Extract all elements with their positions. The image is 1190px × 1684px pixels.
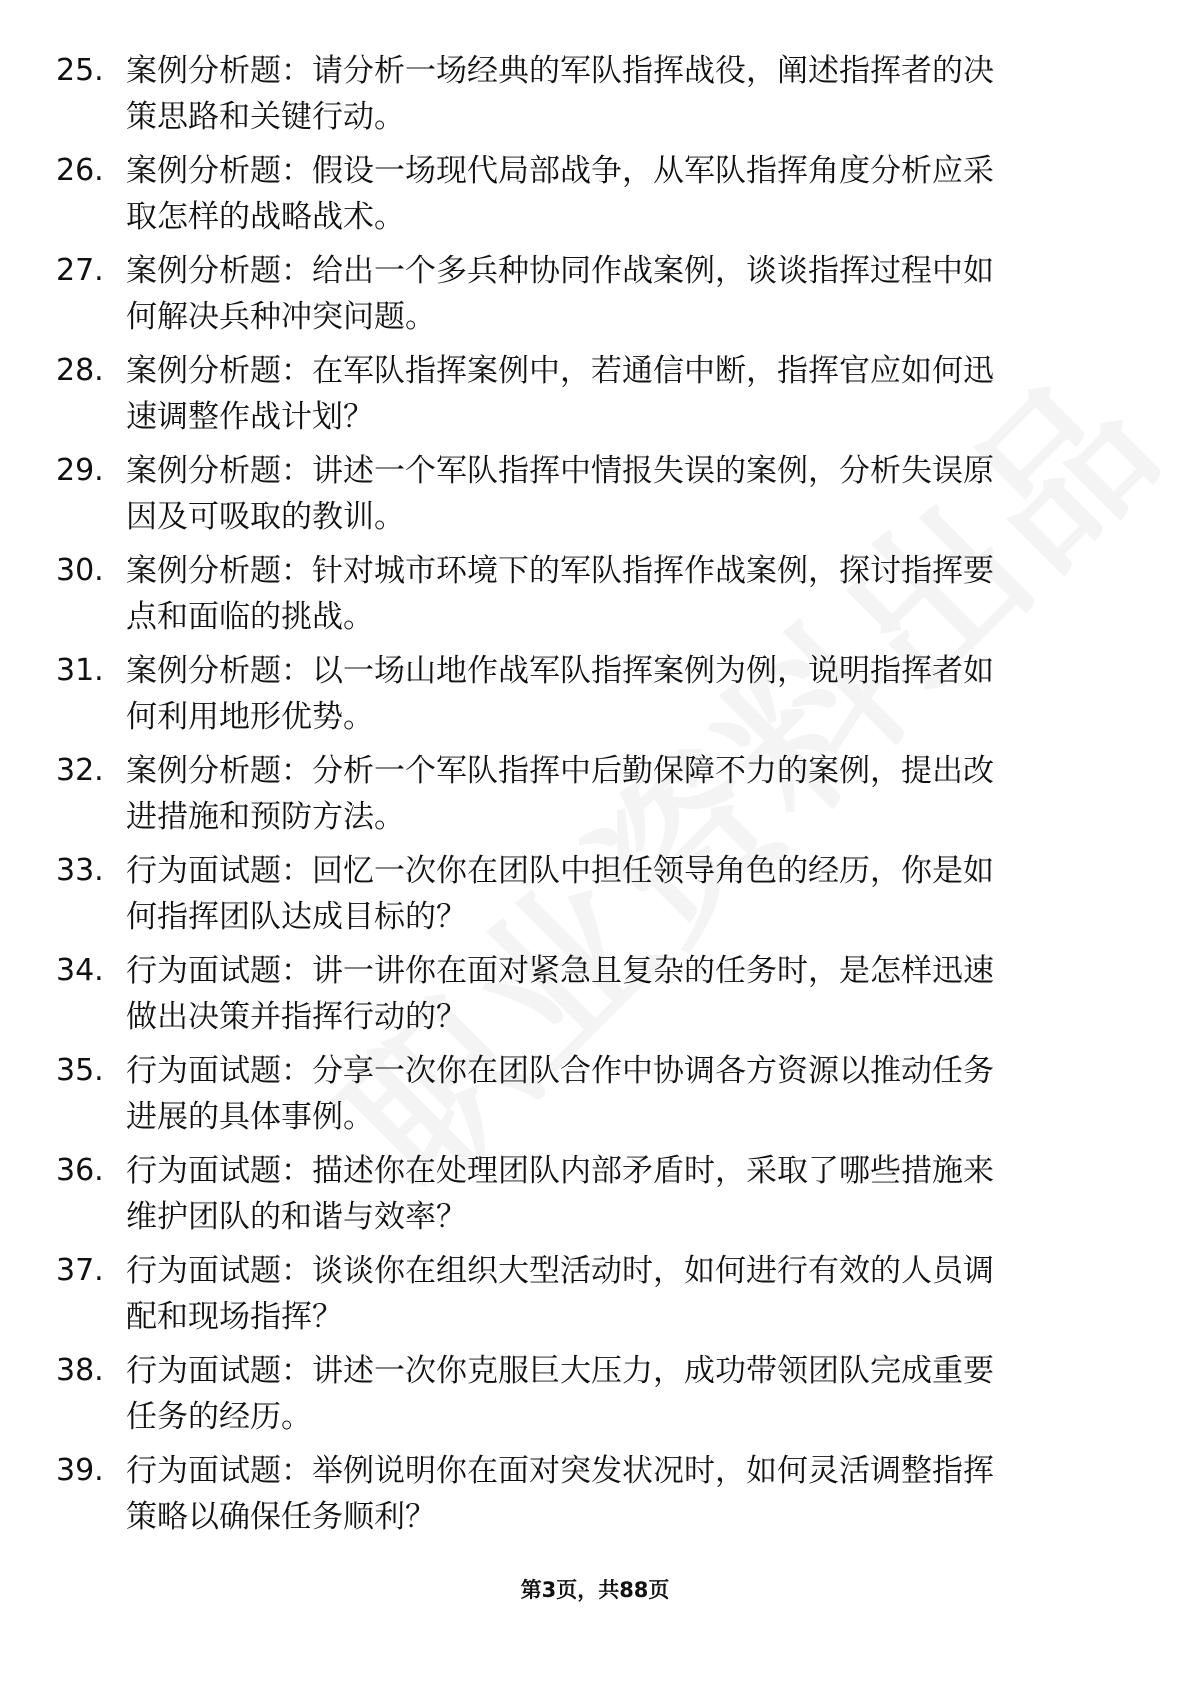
list-item	[0, 648, 1190, 748]
item-number: 36.	[56, 1153, 104, 1188]
item-text-line: 案例分析题：假设一场现代局部战争，从军队指挥角度分析应采	[126, 153, 994, 189]
item-number: 29.	[56, 453, 104, 488]
item-number: 26.	[56, 153, 104, 188]
list-item	[0, 1248, 1190, 1348]
item-text-line: 取怎样的战略战术。	[126, 199, 405, 235]
item-number: 30.	[56, 553, 104, 588]
list-item	[0, 848, 1190, 948]
item-text-line: 何解决兵种冲突问题。	[126, 299, 436, 335]
list-item	[0, 948, 1190, 1048]
item-text	[126, 448, 1126, 540]
item-text	[126, 548, 1126, 640]
item-text-line: 行为面试题：讲述一次你克服巨大压力，成功带领团队完成重要	[126, 1353, 994, 1389]
item-text-line: 案例分析题：在军队指挥案例中，若通信中断，指挥官应如何迅	[126, 353, 994, 389]
item-text	[126, 848, 1126, 940]
item-text-line: 何利用地形优势。	[126, 699, 374, 735]
item-text-line: 维护团队的和谐与效率？	[126, 1199, 467, 1235]
item-text-line: 行为面试题：举例说明你在面对突发状况时，如何灵活调整指挥	[126, 1453, 994, 1489]
item-number: 37.	[56, 1253, 104, 1288]
item-text-line: 行为面试题：描述你在处理团队内部矛盾时，采取了哪些措施来	[126, 1153, 994, 1189]
item-text	[126, 48, 1126, 140]
item-text-line: 行为面试题：讲一讲你在面对紧急且复杂的任务时，是怎样迅速	[126, 953, 994, 989]
item-text-line: 案例分析题：给出一个多兵种协同作战案例，谈谈指挥过程中如	[126, 253, 994, 289]
item-text-line: 进措施和预防方法。	[126, 799, 405, 835]
item-number: 32.	[56, 753, 104, 788]
item-number: 27.	[56, 253, 104, 288]
item-text	[126, 248, 1126, 340]
item-text-line: 因及可吸取的教训。	[126, 499, 405, 535]
item-number: 34.	[56, 953, 104, 988]
item-text-line: 做出决策并指挥行动的？	[126, 999, 467, 1035]
list-item	[0, 748, 1190, 848]
item-text-line: 任务的经历。	[126, 1399, 312, 1435]
list-item	[0, 448, 1190, 548]
list-item	[0, 1348, 1190, 1448]
item-text-line: 策略以确保任务顺利？	[126, 1499, 436, 1535]
item-text	[126, 148, 1126, 240]
item-number: 25.	[56, 53, 104, 88]
item-text	[126, 1348, 1126, 1440]
item-text-line: 策思路和关键行动。	[126, 99, 405, 135]
item-text-line: 何指挥团队达成目标的？	[126, 899, 467, 935]
item-text-line: 点和面临的挑战。	[126, 599, 374, 635]
item-text	[126, 1448, 1126, 1540]
item-text	[126, 948, 1126, 1040]
item-text	[126, 748, 1126, 840]
question-list	[0, 48, 1190, 1548]
item-text-line: 案例分析题：针对城市环境下的军队指挥作战案例，探讨指挥要	[126, 553, 994, 589]
item-text	[126, 648, 1126, 740]
item-number: 38.	[56, 1353, 104, 1388]
item-text	[126, 1248, 1126, 1340]
item-text-line: 配和现场指挥？	[126, 1299, 343, 1335]
item-text	[126, 348, 1126, 440]
list-item	[0, 248, 1190, 348]
item-text-line: 速调整作战计划？	[126, 399, 374, 435]
item-text-line: 行为面试题：谈谈你在组织大型活动时，如何进行有效的人员调	[126, 1253, 994, 1289]
list-item	[0, 1048, 1190, 1148]
item-text-line: 进展的具体事例。	[126, 1099, 374, 1135]
item-text	[126, 1148, 1126, 1240]
item-text-line: 案例分析题：以一场山地作战军队指挥案例为例，说明指挥者如	[126, 653, 994, 689]
list-item	[0, 1448, 1190, 1548]
item-text-line: 行为面试题：分享一次你在团队合作中协调各方资源以推动任务	[126, 1053, 994, 1089]
item-text	[126, 1048, 1126, 1140]
list-item	[0, 348, 1190, 448]
item-number: 33.	[56, 853, 104, 888]
item-text-line: 案例分析题：分析一个军队指挥中后勤保障不力的案例，提出改	[126, 753, 994, 789]
list-item	[0, 548, 1190, 648]
item-number: 39.	[56, 1453, 104, 1488]
list-item	[0, 148, 1190, 248]
item-number: 35.	[56, 1053, 104, 1088]
item-number: 28.	[56, 353, 104, 388]
item-text-line: 案例分析题：讲述一个军队指挥中情报失误的案例，分析失误原	[126, 453, 994, 489]
page-indicator: 第3页，共88页	[520, 1578, 670, 1602]
list-item	[0, 1148, 1190, 1248]
item-text-line: 行为面试题：回忆一次你在团队中担任领导角色的经历，你是如	[126, 853, 994, 889]
item-number: 31.	[56, 653, 104, 688]
list-item	[0, 48, 1190, 148]
item-text-line: 案例分析题：请分析一场经典的军队指挥战役，阐述指挥者的决	[126, 53, 994, 89]
